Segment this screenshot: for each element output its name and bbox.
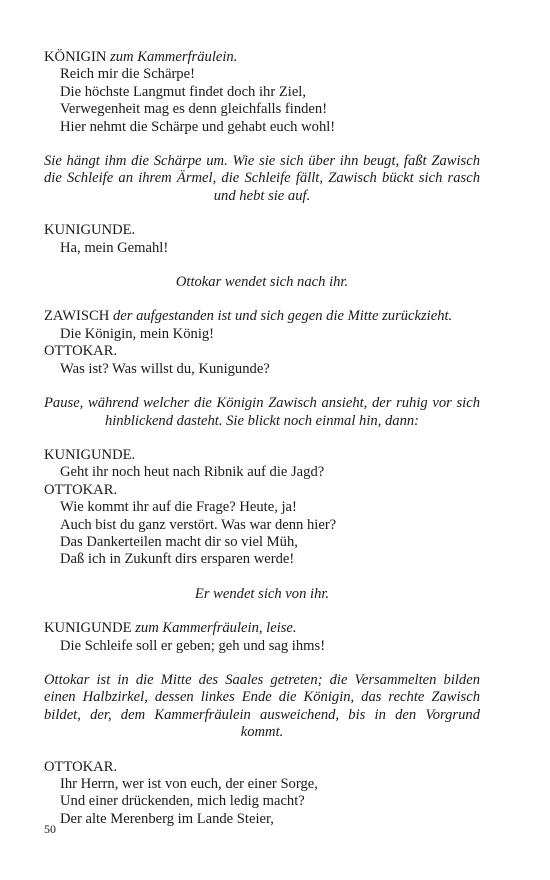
verse-line: Und einer drückenden, mich ledig macht?: [60, 793, 305, 810]
verse-line: Ha, mein Gemahl!: [60, 239, 169, 256]
stage-direction: Ottokar wendet sich nach ihr.: [175, 274, 349, 291]
speaker-name: KUNIGUNDE.: [44, 222, 136, 239]
speaker-direction: zum Kammerfräulein, leise.: [135, 620, 297, 637]
stage-direction: Pause, während welcher die Königin Zawisch ansieht, der ruhig vor sich hinblickend dasteht. Sie blickt noch einmal hin, dann:: [44, 395, 480, 429]
verse-line: Reich mir die Schärpe!: [60, 66, 195, 83]
speaker-line: [44, 49, 480, 66]
speaker-name: ZAWISCH: [44, 308, 110, 325]
speaker-name: OTTOKAR.: [44, 343, 118, 360]
spacer: [44, 569, 480, 586]
stage-direction: Ottokar ist in die Mitte des Saales getreten; die Versammelten bilden einen Halbzirkel, dessen linkes Ende die Königin, das rechte Zawisch bildet, der, dem Kammerfräulein ausweichend, bis in den Vorgrund kommt.: [44, 671, 480, 741]
stage-direction: Sie hängt ihm die Schärpe um. Wie sie sich über ihn beugt, faßt Zawisch die Schleife an ihrem Ärmel, die Schleife fällt, Zawisch bückt sich rasch und hebt sie auf.: [44, 153, 480, 204]
verse-line: Was ist? Was willst du, Kunigunde?: [60, 360, 270, 377]
speaker-line: [44, 482, 480, 499]
spacer: [44, 291, 480, 308]
speaker-line: [44, 447, 480, 464]
verse-line: Das Dankerteilen macht dir so viel Müh,: [60, 533, 298, 550]
spacer: [44, 378, 480, 395]
spacer: [44, 205, 480, 222]
page-number: 50: [44, 822, 56, 836]
speaker-name: KUNIGUNDE.: [44, 446, 136, 463]
speaker-line: [44, 308, 480, 325]
spacer: [44, 603, 480, 620]
verse-line: Auch bist du ganz verstört. Was war denn hier?: [60, 516, 337, 533]
spacer: [44, 257, 480, 274]
spacer: [44, 742, 480, 759]
speaker-direction: der aufgestanden ist und sich gegen die Mitte zurückzieht.: [112, 308, 453, 325]
verse-line: Wie kommt ihr auf die Frage? Heute, ja!: [60, 499, 297, 516]
verse-line: Die höchste Langmut findet doch ihr Ziel,: [60, 83, 306, 100]
speaker-name: KÖNIGIN: [44, 49, 107, 65]
speaker-line: [44, 343, 480, 360]
speaker-line: [44, 620, 480, 637]
speaker-direction: zum Kammerfräulein.: [110, 49, 238, 65]
verse-line: Der alte Merenberg im Lande Steier,: [60, 810, 274, 827]
verse-line: Die Königin, mein König!: [60, 325, 215, 342]
verse-line: Hier nehmt die Schärpe und gehabt euch wohl!: [60, 118, 336, 135]
verse-line: Verwegenheit mag es denn gleichfalls finden!: [60, 101, 328, 118]
verse-line: Daß ich in Zukunft dirs ersparen werde!: [60, 551, 295, 568]
stage-direction: Er wendet sich von ihr.: [194, 585, 330, 602]
verse-line: Ihr Herrn, wer ist von euch, der einer Sorge,: [60, 776, 318, 792]
play-text: [44, 49, 480, 828]
speaker-name: OTTOKAR.: [44, 481, 118, 498]
spacer: [44, 655, 480, 672]
spacer: [44, 430, 480, 447]
speaker-name: KUNIGUNDE: [44, 620, 132, 637]
speaker-name: OTTOKAR.: [44, 758, 118, 775]
speaker-line: [44, 759, 480, 776]
spacer: [44, 136, 480, 153]
verse-line: Die Schleife soll er geben; geh und sag ihms!: [60, 637, 326, 654]
speaker-line: [44, 222, 480, 239]
verse-line: Geht ihr noch heut nach Ribnik auf die Jagd?: [60, 464, 325, 481]
